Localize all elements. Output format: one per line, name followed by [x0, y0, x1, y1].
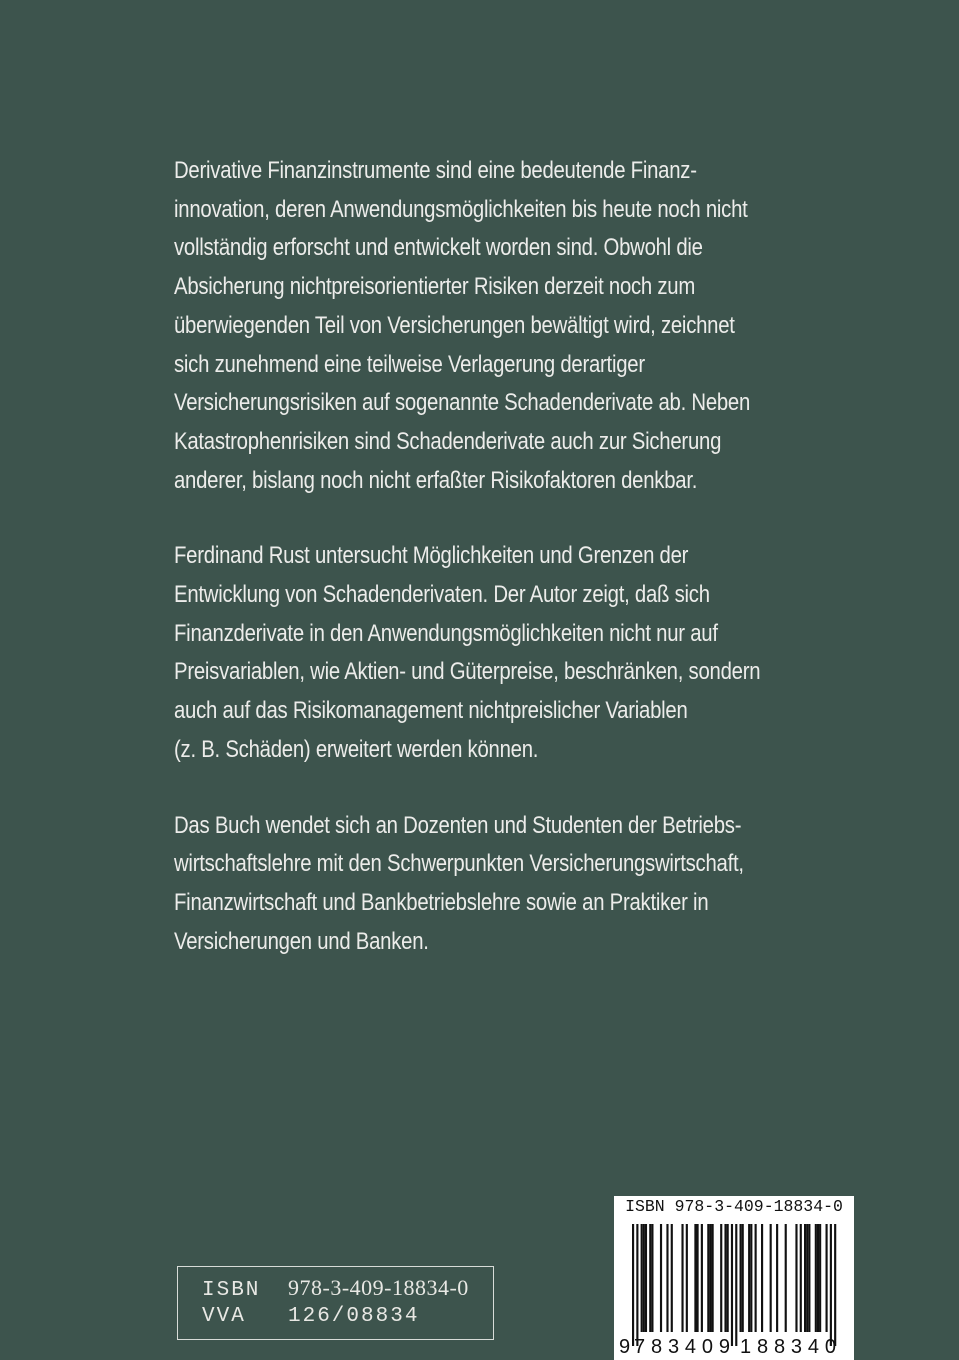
barcode-first-digit: 9 — [619, 1336, 631, 1358]
barcode-bar — [740, 1224, 742, 1332]
blurb-paragraph-2 — [174, 537, 814, 769]
blurb-line: Versicherungsrisiken auf sogenannte Schadenderivate ab. Neben — [174, 389, 751, 417]
vva-value: 126/08834 — [288, 1305, 420, 1328]
blurb-paragraph-1 — [174, 152, 814, 500]
barcode-bar — [727, 1224, 729, 1332]
barcode-bar — [724, 1224, 726, 1332]
blurb-line: Finanzderivate in den Anwendungsmöglichkeiten nicht nur auf — [174, 619, 718, 647]
isbn-row — [202, 1275, 469, 1302]
blurb-line: innovation, deren Anwendungsmöglichkeiten bis heute noch nicht — [174, 195, 748, 223]
barcode-bar — [686, 1224, 688, 1332]
blurb-paragraph-3 — [174, 807, 814, 962]
barcode-bar — [770, 1224, 772, 1332]
barcode-bar — [671, 1224, 673, 1332]
blurb-line: Versicherungen und Banken. — [174, 927, 429, 955]
barcode-guard-bar — [834, 1224, 836, 1346]
barcode-bar — [694, 1224, 696, 1332]
blurb-line: vollständig erforscht und entwickelt worden sind. Obwohl die — [174, 234, 703, 262]
barcode-bar — [748, 1224, 750, 1332]
blurb-line: anderer, bislang noch nicht erfaßter Risikofaktoren denkbar. — [174, 466, 698, 494]
barcode-bar — [645, 1224, 647, 1332]
barcode-bar — [776, 1224, 778, 1332]
isbn-value: 978-3-409-18834-0 — [288, 1275, 469, 1300]
barcode-bar — [666, 1224, 668, 1332]
barcode-guard-bar — [636, 1224, 638, 1346]
barcode-bar — [681, 1224, 683, 1332]
barcode — [614, 1196, 854, 1360]
barcode-bar — [819, 1224, 821, 1332]
barcode-bar — [720, 1224, 722, 1332]
barcode-bar — [697, 1224, 699, 1332]
barcode-bar — [755, 1224, 757, 1332]
barcode-bar — [707, 1224, 709, 1332]
blurb-line: Derivative Finanzinstrumente sind eine bedeutende Finanz- — [174, 157, 697, 184]
barcode-right-digits: 188340 — [740, 1336, 836, 1358]
barcode-bar — [785, 1224, 787, 1332]
barcode-bar — [750, 1224, 752, 1332]
blurb-line: Preisvariablen, wie Aktien- und Güterpreise, beschränken, sondern — [174, 658, 761, 686]
barcode-guard-bar — [731, 1224, 733, 1346]
barcode-bar — [817, 1224, 819, 1332]
barcode-guard-bar — [632, 1224, 634, 1346]
barcode-bar — [643, 1224, 645, 1332]
barcode-bar — [800, 1224, 802, 1332]
barcode-bar — [709, 1224, 711, 1332]
blurb-line: Katastrophenrisiken sind Schadenderivate auch zur Sicherung — [174, 427, 722, 455]
vva-row — [202, 1305, 419, 1328]
barcode-left-digits: 783409 — [634, 1336, 730, 1358]
blurb-line: (z. B. Schäden) erweitert werden können. — [174, 735, 539, 763]
barcode-bar — [795, 1224, 797, 1332]
barcode-bar — [804, 1224, 806, 1332]
isbn-vva-box — [177, 1266, 494, 1340]
barcode-bar — [649, 1224, 651, 1332]
blurb-line: wirtschaftslehre mit den Schwerpunkten Versicherungswirtschaft, — [174, 850, 744, 878]
barcode-guard-bar — [830, 1224, 832, 1346]
blurb-line: auch auf das Risikomanagement nichtpreislicher Variablen — [174, 697, 688, 725]
barcode-bar — [651, 1224, 653, 1332]
barcode-bar — [815, 1224, 817, 1332]
barcode-bars — [614, 1218, 854, 1360]
barcode-isbn-text: ISBN 978-3-409-18834-0 — [625, 1197, 843, 1216]
barcode-bar — [712, 1224, 714, 1332]
blurb-line: Finanzwirtschaft und Bankbetriebslehre sowie an Praktiker in — [174, 888, 709, 916]
vva-label: VVA — [202, 1305, 246, 1328]
barcode-bar — [806, 1224, 808, 1332]
barcode-guard-bar — [735, 1224, 737, 1346]
barcode-bar — [742, 1224, 744, 1332]
barcode-bar — [660, 1224, 662, 1332]
blurb-text — [174, 152, 814, 998]
blurb-line: sich zunehmend eine teilweise Verlagerung derartiger — [174, 350, 645, 378]
blurb-line: Absicherung nichtpreisorientierter Risiken derzeit noch zum — [174, 273, 696, 301]
barcode-bar — [826, 1224, 828, 1332]
blurb-line: Ferdinand Rust untersucht Möglichkeiten und Grenzen der — [174, 542, 689, 570]
barcode-bar — [761, 1224, 763, 1332]
isbn-label: ISBN — [202, 1279, 261, 1302]
blurb-line: Entwicklung von Schadenderivaten. Der Autor zeigt, daß sich — [174, 581, 710, 609]
blurb-line: überwiegenden Teil von Versicherungen bewältigt wird, zeichnet — [174, 311, 735, 339]
barcode-bar — [641, 1224, 643, 1332]
blurb-line: Das Buch wendet sich an Dozenten und Studenten der Betriebs- — [174, 811, 742, 839]
barcode-bar — [701, 1224, 703, 1332]
barcode-bar — [808, 1224, 810, 1332]
